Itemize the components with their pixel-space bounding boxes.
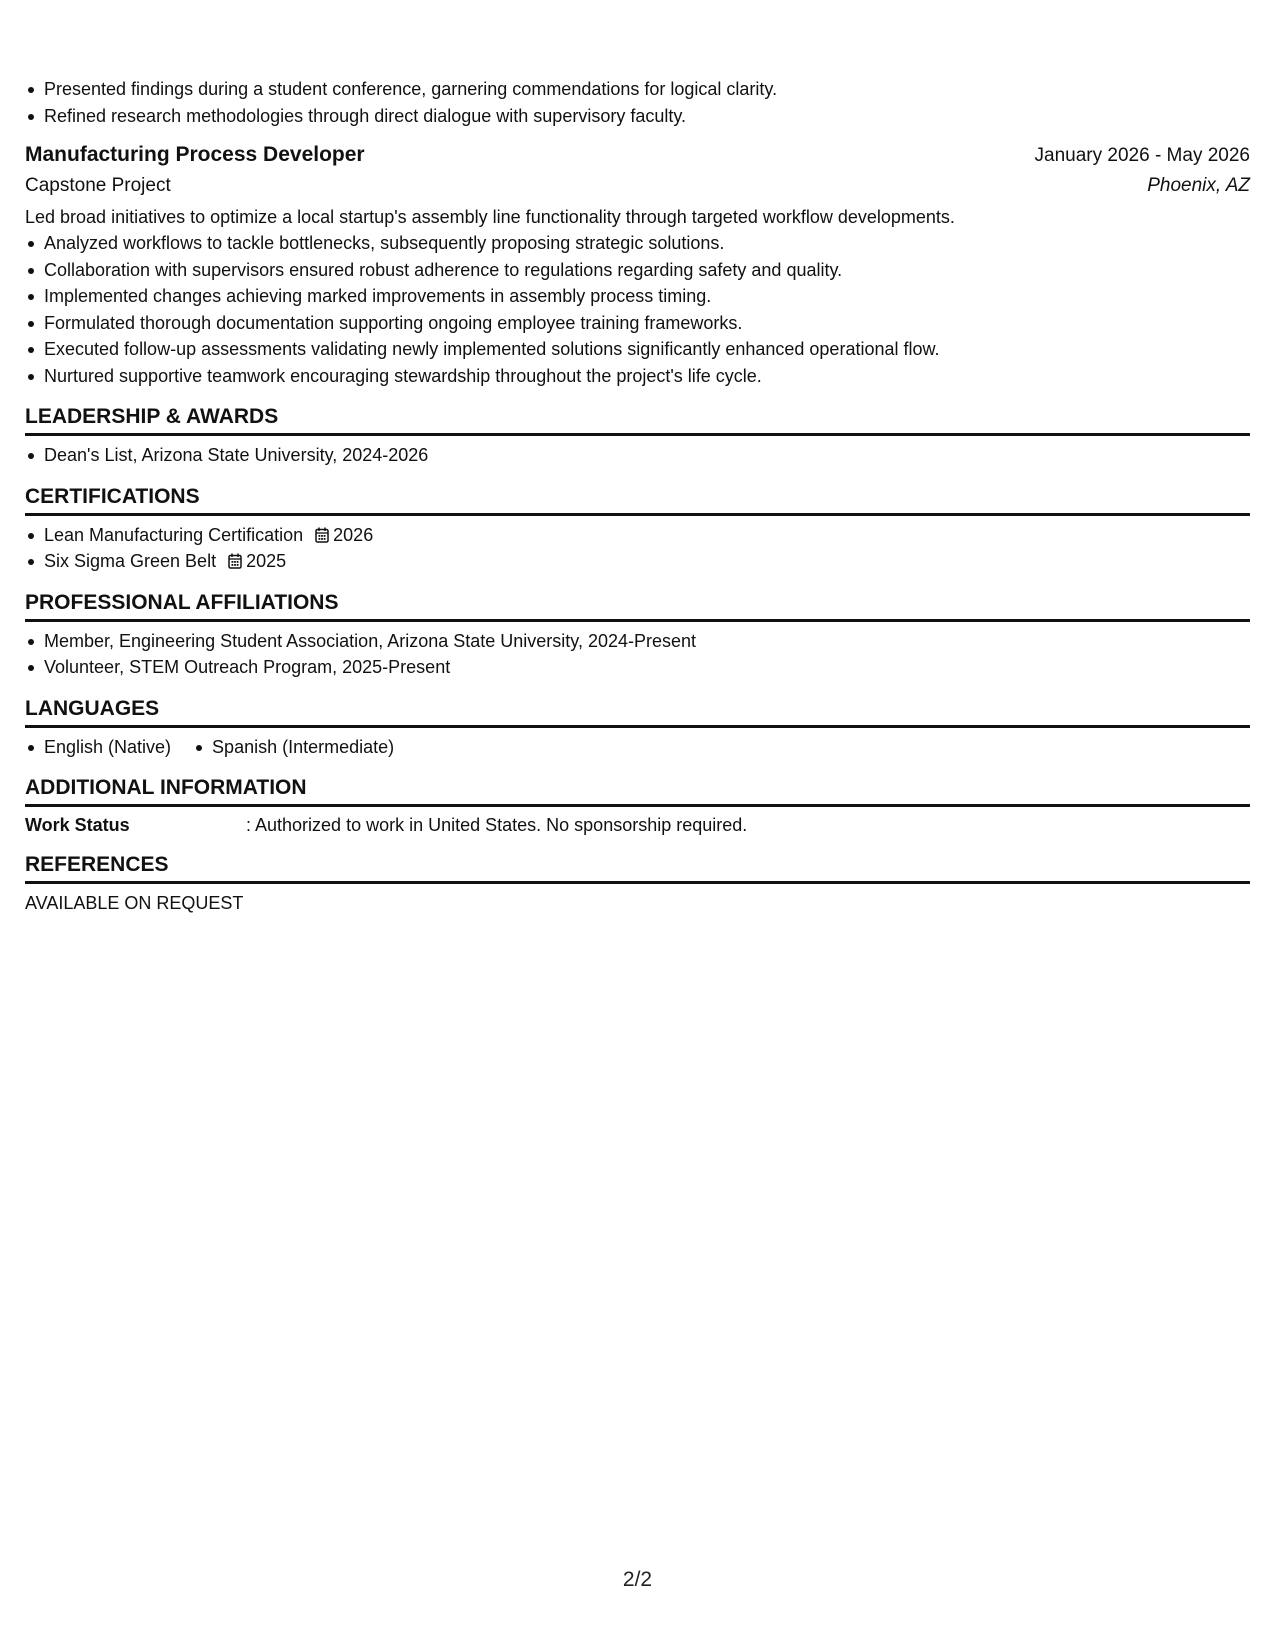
section-title: REFERENCES (25, 851, 1250, 884)
certification-year: 2026 (333, 524, 374, 545)
section-title: LEADERSHIP & AWARDS (25, 403, 1250, 436)
certification-name: Lean Manufacturing Certification (44, 524, 304, 545)
list-item: Member, Engineering Student Association, Arizona State University, 2024-Present (25, 628, 1250, 655)
section-title: LANGUAGES (25, 695, 1250, 728)
calendar-icon (228, 553, 242, 569)
certification-name: Six Sigma Green Belt (44, 551, 217, 571)
section-title: ADDITIONAL INFORMATION (25, 774, 1250, 807)
list-item: Refined research methodologies through direct dialogue with supervisory faculty. (25, 103, 1250, 130)
language-item: Spanish (Intermediate) (193, 734, 394, 761)
list-item: Presented findings during a student conference, garnering commendations for logical clarity. (25, 76, 1250, 103)
job-summary: Led broad initiatives to optimize a local startup's assembly line functionality through targeted workflow developments. (25, 207, 955, 227)
section-title: PROFESSIONAL AFFILIATIONS (25, 589, 1250, 622)
affiliations-section (25, 589, 1250, 681)
certification-year: 2025 (246, 551, 287, 571)
list-item: Nurtured supportive teamwork encouraging stewardship throughout the project's life cycle. (25, 363, 1250, 390)
list-item: Analyzed workflows to tackle bottlenecks, subsequently proposing strategic solutions. (25, 230, 1250, 257)
references-text: AVAILABLE ON REQUEST (25, 893, 244, 913)
list-item: Dean's List, Arizona State University, 2024-2026 (25, 442, 1250, 469)
languages-section (25, 695, 1250, 761)
list-item: Implemented changes achieving marked improvements in assembly process timing. (25, 283, 1250, 310)
language-item: English (Native) (25, 734, 171, 761)
job-organization: Capstone Project (25, 175, 171, 196)
references-section (25, 851, 1250, 916)
page-number: 2/2 (622, 1568, 653, 1591)
job-dates: January 2026 - May 2026 (1034, 145, 1250, 166)
resume-page (25, 76, 1250, 916)
list-item: Formulated thorough documentation supporting ongoing employee training frameworks. (25, 310, 1250, 337)
certifications-section (25, 483, 1250, 575)
calendar-icon (315, 527, 329, 543)
certification-item (25, 548, 1250, 575)
work-status-row (25, 813, 1250, 837)
list-item: Volunteer, STEM Outreach Program, 2025-Present (25, 654, 1250, 681)
work-status-label: Work Status (25, 815, 130, 835)
work-status-value: : Authorized to work in United States. No sponsorship required. (246, 815, 748, 835)
job-location: Phoenix, AZ (1147, 175, 1250, 196)
section-title: CERTIFICATIONS (25, 483, 1250, 516)
list-item: Collaboration with supervisors ensured robust adherence to regulations regarding safety and quality. (25, 257, 1250, 284)
job-entry (25, 140, 1250, 389)
additional-info-section (25, 774, 1250, 837)
leadership-section (25, 403, 1250, 469)
job-title: Manufacturing Process Developer (25, 143, 365, 166)
list-item: Executed follow-up assessments validating newly implemented solutions significantly enhanced operational flow. (25, 336, 1250, 363)
previous-job-bullets (25, 76, 1250, 129)
job-bullets (25, 230, 1250, 389)
certification-item (25, 522, 1250, 549)
